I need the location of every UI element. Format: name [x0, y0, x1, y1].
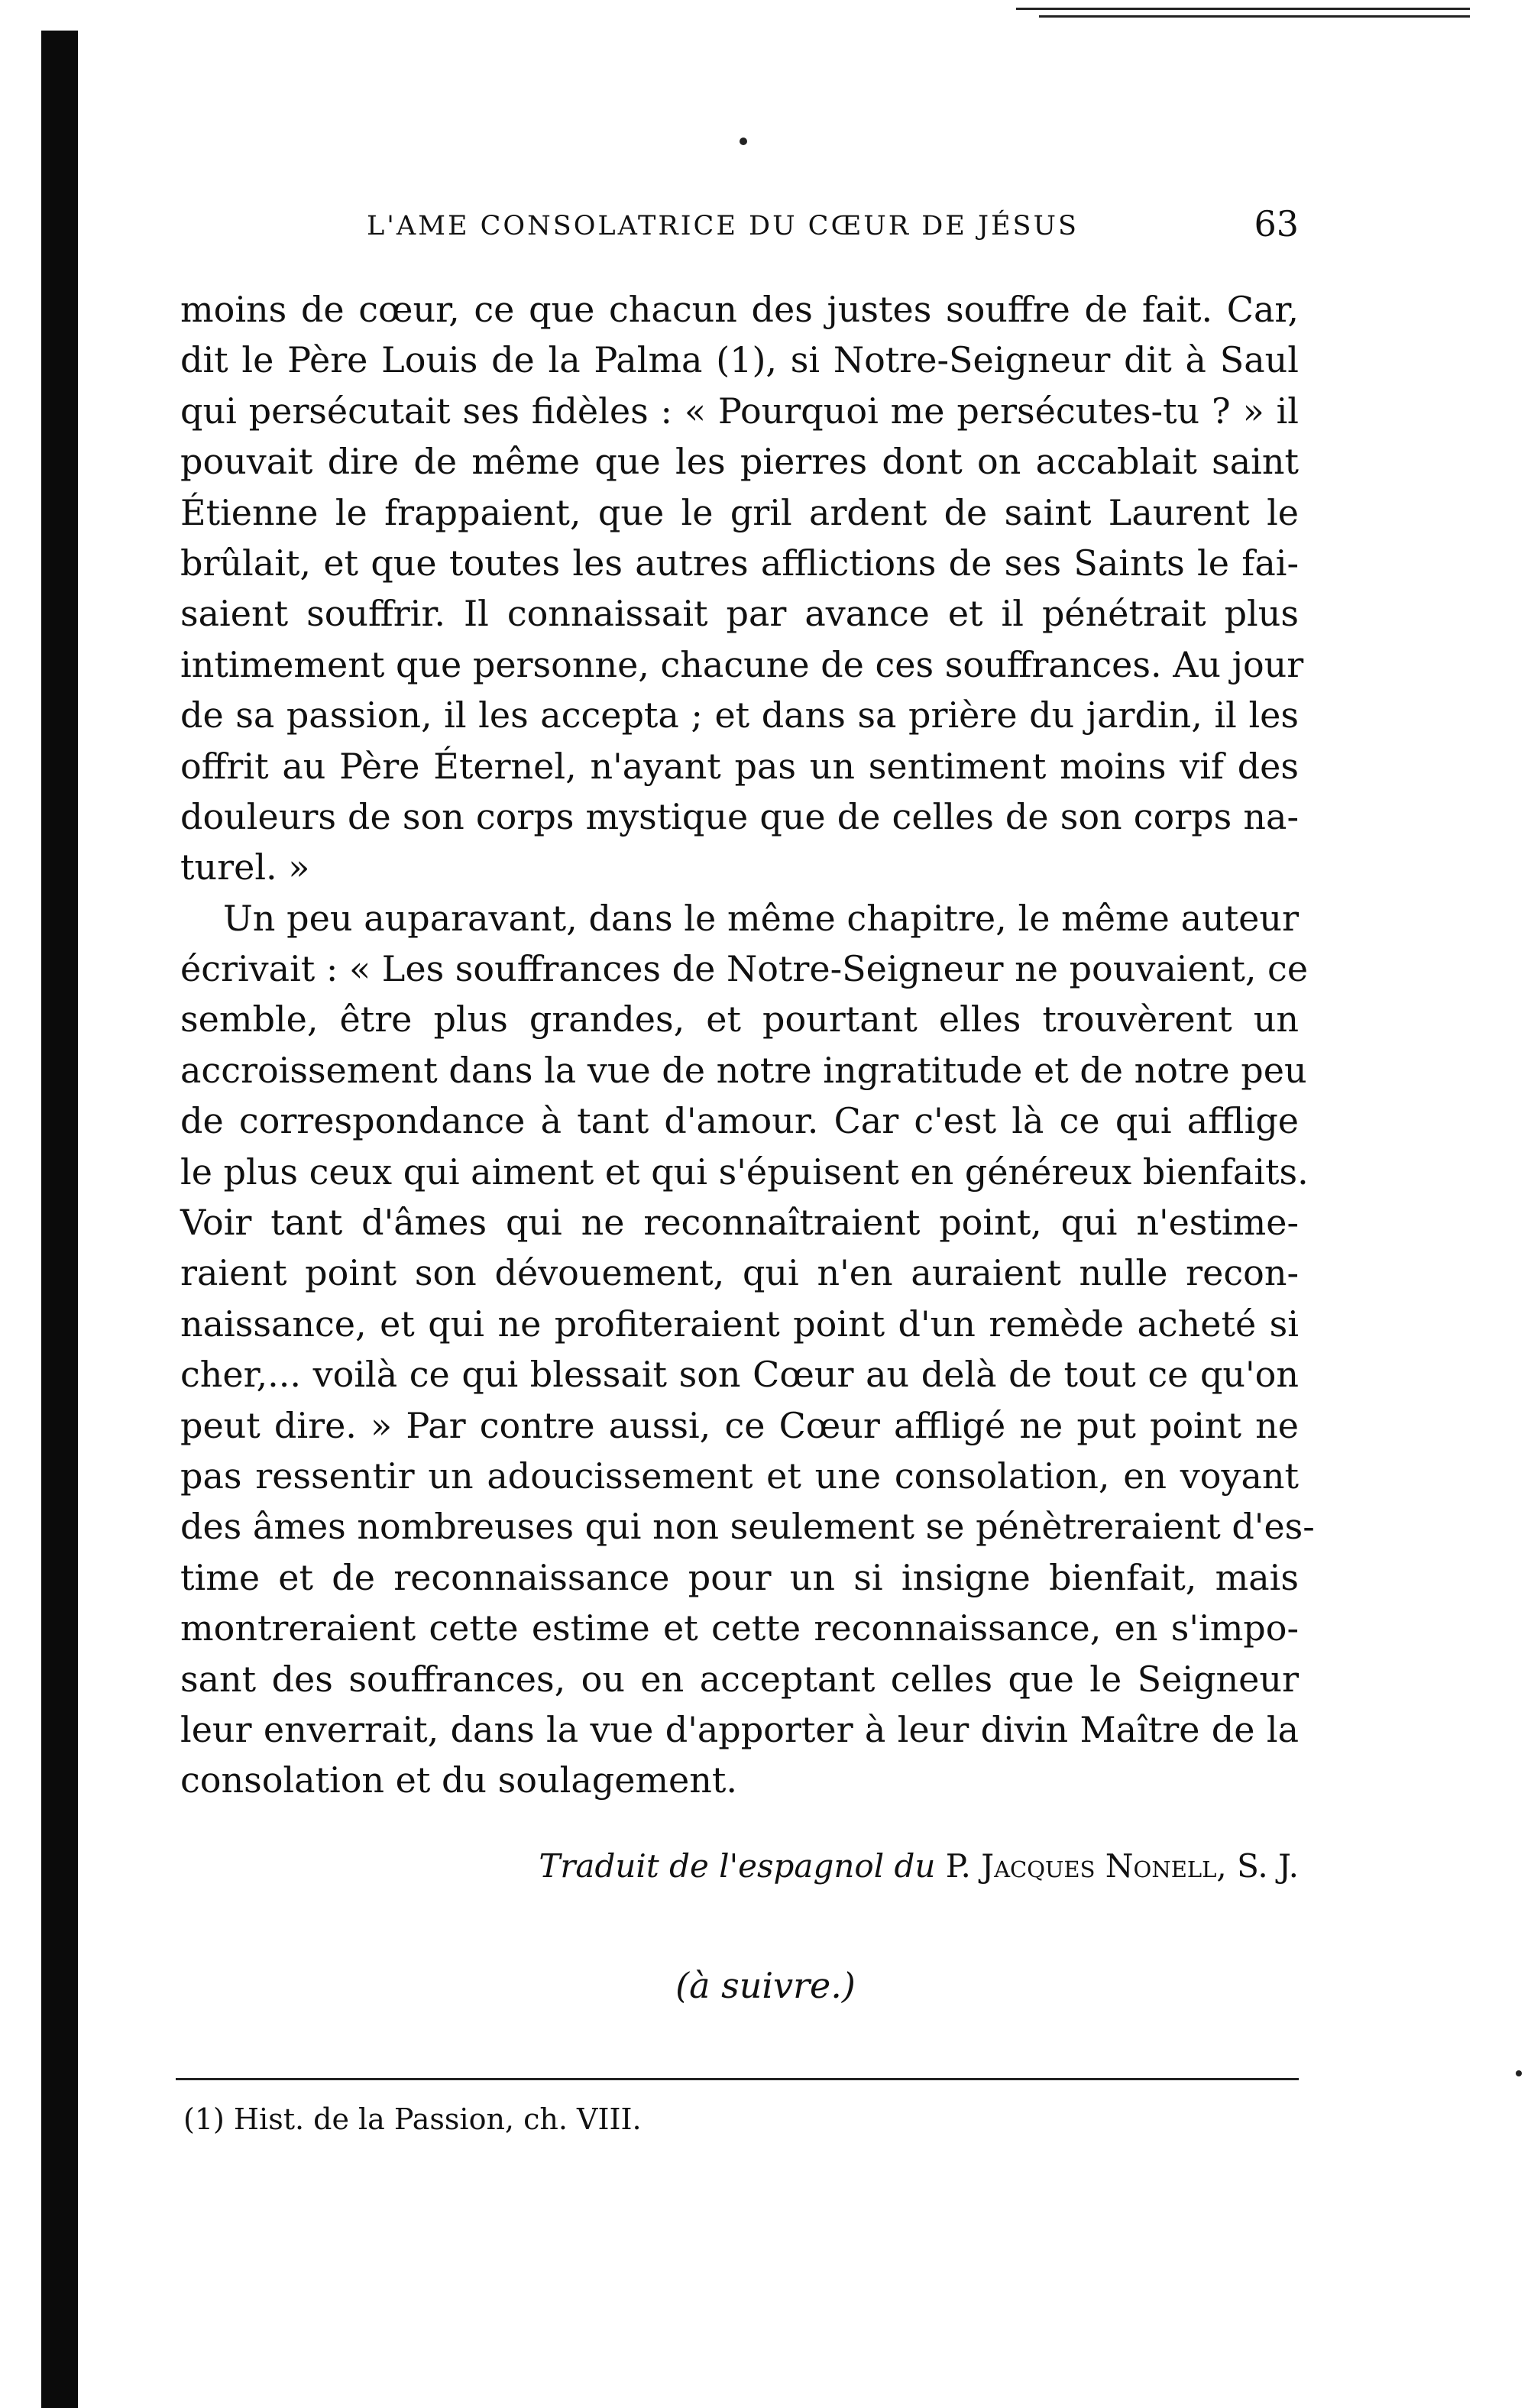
running-head	[183, 197, 1299, 251]
top-rule	[1016, 8, 1470, 10]
footnote-rule	[176, 2078, 1299, 2080]
attribution-translated: Traduit de l'espagnol du	[539, 1847, 936, 1885]
text-line: pas ressentir un adoucissement et une consolation, en voyant	[180, 1455, 1299, 1497]
text-line: brûlait, et que toutes les autres afflictions de ses Saints le fai-	[180, 542, 1299, 584]
text-line: saient souffrir. Il connaissait par avance et il pénétrait plus	[180, 593, 1299, 635]
top-rule-second	[1039, 15, 1470, 18]
text-line: sant des souffrances, ou en acceptant celles que le Seigneur	[180, 1658, 1299, 1700]
page-number: 63	[1254, 203, 1299, 244]
text-line: le plus ceux qui aiment et qui s'épuisent en généreux bienfaits.	[180, 1151, 1309, 1193]
text-line: Étienne le frappaient, que le gril ardent de saint Laurent le	[180, 491, 1299, 533]
footnote: (1) Hist. de la Passion, ch. VIII.	[183, 2102, 642, 2136]
text-line: des âmes nombreuses qui non seulement se pénètreraient d'es-	[180, 1506, 1315, 1548]
attribution-author: P. Jacques Nonell, S. J.	[945, 1847, 1299, 1885]
text-line: peut dire. » Par contre aussi, ce Cœur affligé ne put point ne	[180, 1404, 1299, 1446]
text-line: écrivait : « Les souffrances de Notre-Seigneur ne pouvaient, ce	[180, 948, 1309, 990]
text-line: leur enverrait, dans la vue d'apporter à leur divin Maître de la	[180, 1708, 1299, 1750]
text-line: de sa passion, il les accepta ; et dans sa prière du jardin, il les	[180, 694, 1299, 736]
stray-dot	[740, 138, 747, 145]
text-line: consolation et du soulagement.	[180, 1759, 737, 1801]
text-line: cher,... voilà ce qui blessait son Cœur au delà de tout ce qu'on	[180, 1354, 1299, 1396]
text-line: de correspondance à tant d'amour. Car c'est là ce qui afflige	[180, 1100, 1299, 1142]
text-line: Un peu auparavant, dans le même chapitre, le même auteur	[223, 897, 1299, 939]
stray-dot-right	[1516, 2070, 1522, 2076]
text-line: Voir tant d'âmes qui ne reconnaîtraient point, qui n'estime-	[180, 1202, 1299, 1244]
continuation-note: (à suivre.)	[675, 1965, 856, 2006]
running-title: L'AME CONSOLATRICE DU CŒUR DE JÉSUS	[367, 211, 1079, 241]
body-text	[180, 284, 1315, 1806]
text-line: montreraient cette estime et cette reconnaissance, en s'impo-	[180, 1607, 1299, 1649]
text-line: turel. »	[180, 846, 310, 888]
text-line: intimement que personne, chacune de ces souffrances. Au jour	[180, 643, 1304, 685]
text-line: offrit au Père Éternel, n'ayant pas un sentiment moins vif des	[180, 745, 1299, 787]
text-line: moins de cœur, ce que chacun des justes souffre de fait. Car,	[180, 289, 1299, 330]
text-line: naissance, et qui ne profiteraient point d'un remède acheté si	[180, 1303, 1299, 1345]
text-line: pouvait dire de même que les pierres dont on accablait saint	[180, 441, 1299, 483]
binding-edge	[41, 31, 78, 2408]
text-line: time et de reconnaissance pour un si insigne bienfait, mais	[180, 1556, 1299, 1598]
text-line: accroissement dans la vue de notre ingratitude et de notre peu	[180, 1049, 1307, 1091]
text-line: douleurs de son corps mystique que de celles de son corps na-	[180, 795, 1299, 837]
text-line: raient point son dévouement, qui n'en auraient nulle recon-	[180, 1252, 1299, 1294]
text-line: qui persécutait ses fidèles : « Pourquoi me persécutes-tu ? » il	[180, 390, 1299, 432]
text-line: dit le Père Louis de la Palma (1), si Notre-Seigneur dit à Saul	[180, 339, 1299, 381]
attribution	[539, 1847, 1299, 1885]
text-line: semble, être plus grandes, et pourtant elles trouvèrent un	[180, 998, 1299, 1041]
